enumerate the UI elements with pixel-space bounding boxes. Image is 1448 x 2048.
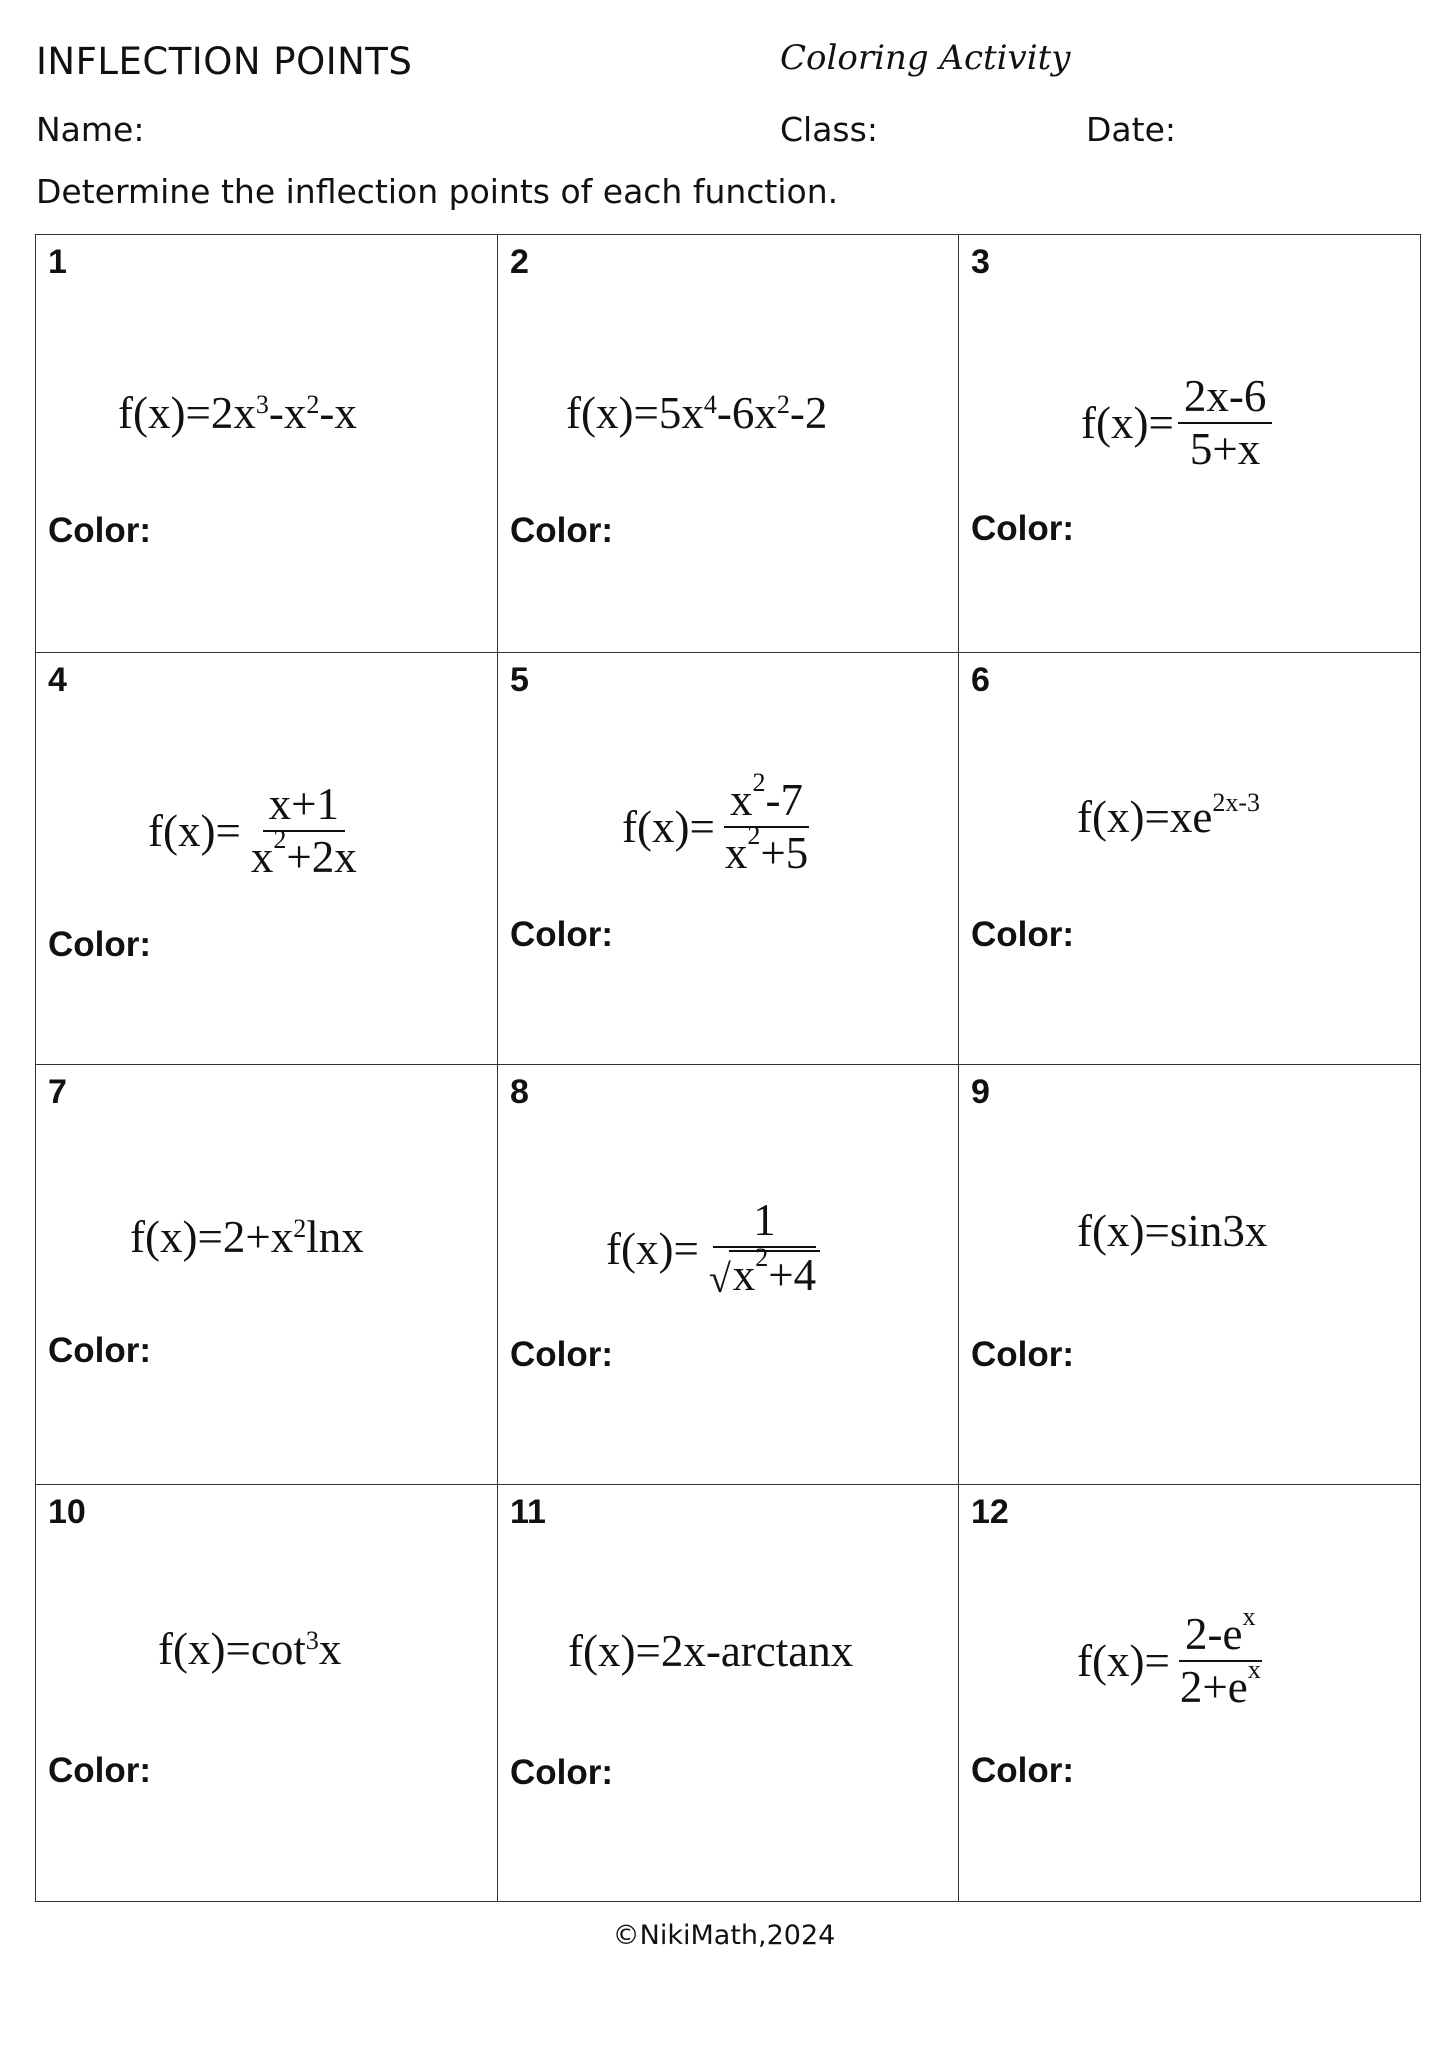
fraction-numerator: 2x-6 <box>1178 373 1273 424</box>
problem-number: 4 <box>48 661 67 699</box>
fraction <box>1174 1602 1267 1713</box>
fraction-denominator <box>703 1243 826 1301</box>
date-label: Date: <box>1086 110 1176 149</box>
function-lhs: f(x)= <box>606 1223 699 1274</box>
fraction-denominator: $2+e^x$ <box>1179 1655 1261 1713</box>
color-label: Color: <box>510 511 614 550</box>
function-expression <box>622 768 814 879</box>
problem-number: 2 <box>510 243 529 281</box>
problem-cell-12 <box>959 1485 1420 1901</box>
fraction-numerator: 1 <box>713 1197 816 1248</box>
function-expression <box>1077 1602 1267 1713</box>
fraction-denominator: $x^2+2x$ <box>250 825 357 883</box>
color-label: Color: <box>971 915 1075 954</box>
function-expression: f(x)= 2x-arctanx <box>568 1626 854 1676</box>
function-lhs: f(x)= <box>1081 398 1174 449</box>
problem-number: 7 <box>48 1073 67 1111</box>
function-expression: f(x)= cot $^3$ x <box>158 1624 342 1674</box>
copyright-footer: ©NikiMath,2024 <box>612 1920 836 1951</box>
function-lhs: f(x)= <box>148 806 241 857</box>
fraction-denominator: 5+x <box>1189 424 1261 475</box>
problem-number: 10 <box>48 1493 86 1531</box>
color-label: Color: <box>510 1753 614 1792</box>
page-title: INFLECTION POINTS <box>36 40 413 83</box>
problem-cell-4 <box>36 653 498 1065</box>
function-lhs: f(x)= <box>566 388 659 438</box>
function-expression: f(x)= 2+x $^2$ lnx <box>130 1212 364 1262</box>
fraction <box>245 781 363 882</box>
function-expression <box>606 1197 826 1301</box>
square-root: √ $x^2+4$ <box>709 1250 820 1299</box>
function-lhs: f(x)= <box>1077 1636 1170 1687</box>
color-label: Color: <box>48 1331 152 1370</box>
function-expression <box>148 781 363 882</box>
radical-sign: √ <box>708 1255 731 1301</box>
problem-cell-7 <box>36 1065 498 1485</box>
function-expression: f(x)= xe $^{2x-3}$ <box>1077 788 1260 842</box>
color-label: Color: <box>510 915 614 954</box>
problem-cell-6 <box>959 653 1420 1065</box>
color-label: Color: <box>971 509 1075 548</box>
color-label: Color: <box>510 1335 614 1374</box>
fraction <box>719 768 814 879</box>
problem-cell-8 <box>498 1065 959 1485</box>
problem-number: 8 <box>510 1073 529 1111</box>
function-expression: f(x)= 2x $^3$ -x $^2$ -x <box>118 388 357 438</box>
problem-number: 9 <box>971 1073 990 1111</box>
class-label: Class: <box>780 110 878 149</box>
fraction-numerator: $2-e^x$ <box>1179 1611 1261 1662</box>
function-lhs: f(x)= <box>130 1212 223 1262</box>
problem-cell-9 <box>959 1065 1420 1485</box>
name-label: Name: <box>36 110 145 149</box>
fraction <box>1178 373 1273 474</box>
function-expression <box>1081 373 1272 474</box>
fraction <box>703 1197 826 1301</box>
function-lhs: f(x)= <box>568 1626 661 1676</box>
problem-grid <box>35 234 1421 1902</box>
fraction-numerator: $x^2-7$ <box>724 777 809 828</box>
problem-cell-2 <box>498 235 959 653</box>
problem-cell-3 <box>959 235 1420 653</box>
fraction-denominator: $x^2+5$ <box>724 821 809 879</box>
function-lhs: f(x)= <box>1077 1206 1170 1256</box>
problem-number: 12 <box>971 1493 1009 1531</box>
problem-cell-10 <box>36 1485 498 1901</box>
activity-subtitle: Coloring Activity <box>780 38 1071 78</box>
problem-cell-5 <box>498 653 959 1065</box>
color-label: Color: <box>48 925 152 964</box>
problem-number: 5 <box>510 661 529 699</box>
problem-number: 1 <box>48 243 67 281</box>
fraction-numerator: x+1 <box>263 781 345 832</box>
instructions: Determine the inflection points of each function. <box>36 172 839 211</box>
color-label: Color: <box>971 1335 1075 1374</box>
problem-cell-1 <box>36 235 498 653</box>
problem-number: 11 <box>510 1493 546 1531</box>
function-lhs: f(x)= <box>1077 792 1170 842</box>
color-label: Color: <box>48 511 152 550</box>
function-expression: f(x)= sin3x <box>1077 1206 1268 1256</box>
problem-cell-11 <box>498 1485 959 1901</box>
problem-number: 6 <box>971 661 990 699</box>
color-label: Color: <box>971 1751 1075 1790</box>
problem-number: 3 <box>971 243 990 281</box>
function-lhs: f(x)= <box>622 802 715 853</box>
function-expression: f(x)= 5x $^4$ -6x $^2$ -2 <box>566 388 828 438</box>
function-lhs: f(x)= <box>118 388 211 438</box>
function-lhs: f(x)= <box>158 1624 251 1674</box>
color-label: Color: <box>48 1751 152 1790</box>
